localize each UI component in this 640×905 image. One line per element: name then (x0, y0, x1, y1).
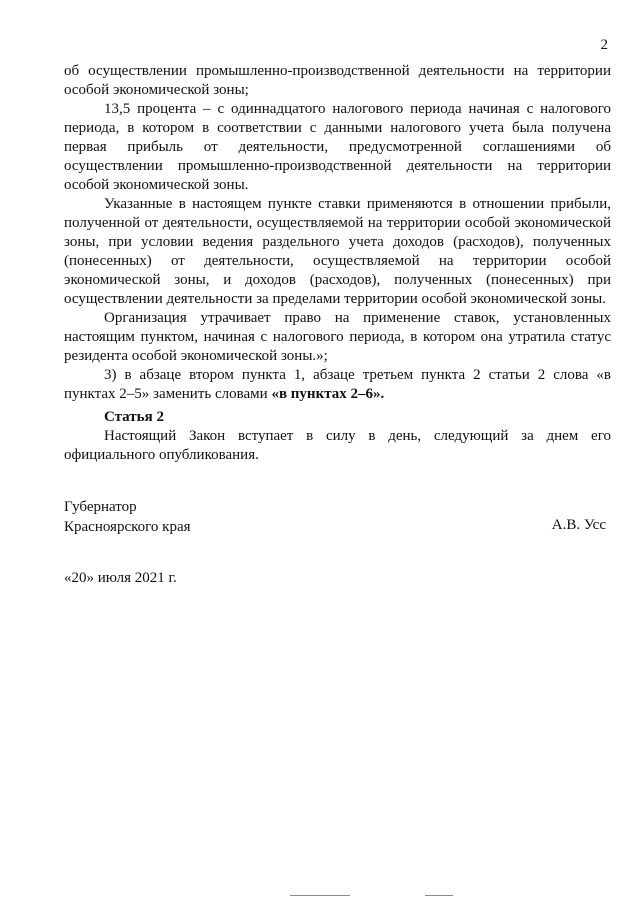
paragraph-loss-of-right: Организация утрачивает право на применение ставок, установленных настоящим пунктом, начиная с налогового периода, в котором она утратила статус резидента особой экономической зоны.»; (64, 310, 611, 364)
amendment-bold-text: «в пунктах 2–6». (271, 386, 385, 402)
signature-role-line1: Губернатор (64, 499, 137, 515)
footer-mark (290, 895, 350, 896)
paragraph-continuation: об осуществлении промышленно-производственной деятельности на территории особой экономической зоны; (64, 63, 611, 98)
amendment-text: 3) в абзаце втором пункта 1, абзаце третьем пункта 2 статьи 2 слова «в пунктах 2–5» заменить словами (64, 367, 611, 402)
signature-role-line2: Красноярского края (64, 519, 191, 535)
signature-role (64, 497, 191, 537)
article-body (64, 427, 611, 465)
paragraph-amendment (64, 366, 611, 404)
page-number: 2 (600, 37, 608, 53)
footer-scan-marks (290, 895, 460, 899)
article-title: Статья 2 (104, 409, 164, 425)
article-paragraph: Настоящий Закон вступает в силу в день, следующий за днем его официального опубликования. (64, 428, 611, 463)
law-body-text (64, 62, 611, 404)
paragraph-rates-application: Указанные в настоящем пункте ставки применяются в отношении прибыли, полученной от деятельности, осуществляемой на территории особой экономической зоны, при условии ведения раздельного учета доходов (расходов), полученных (понесенных) от деятельности, осуществляемой на территории особой экономической зоны, и доходов (расходов), полученных (понесенных) при осуществлении деятельности за пределами территории особой экономической зоны. (64, 196, 611, 307)
signatory-name: А.В. Усс (551, 517, 606, 533)
paragraph-rate-clause: 13,5 процента – с одиннадцатого налогового периода начиная с налогового периода, в котором в соответствии с данными налогового учета была получена первая прибыль от деятельности, предусмотренной соглашениями об осуществлении промышленно-производственной деятельности на территории особой экономической зоны. (64, 101, 611, 193)
footer-mark (425, 895, 453, 896)
signing-date: «20» июля 2021 г. (64, 570, 177, 586)
